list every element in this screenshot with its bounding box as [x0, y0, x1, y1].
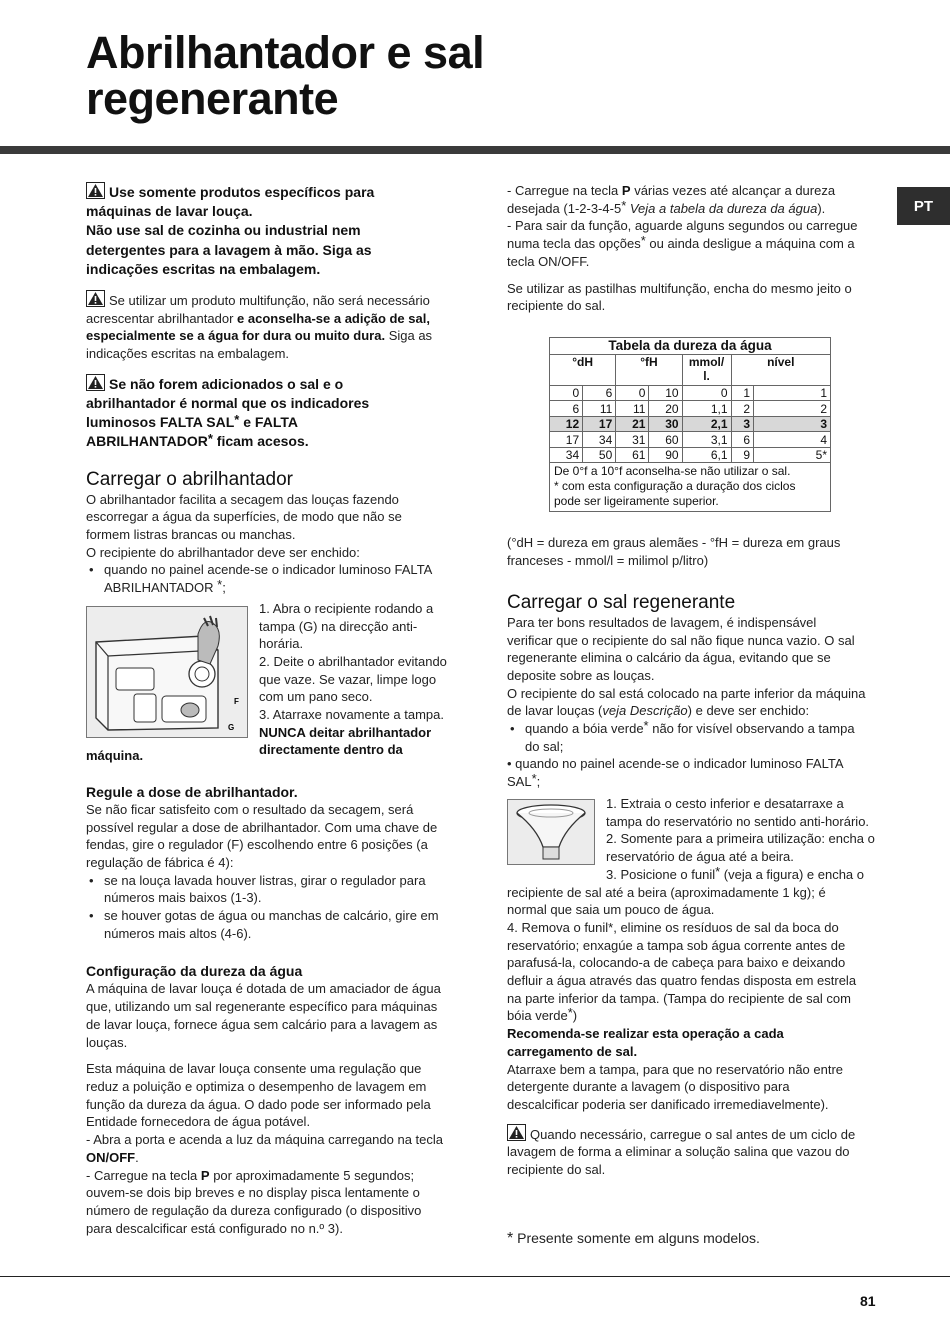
left-column: [86, 182, 460, 1237]
table-header-row: [550, 354, 831, 385]
cell: 10: [649, 385, 682, 401]
header-fh: °fH: [616, 354, 682, 385]
right-column: [507, 182, 882, 1247]
cell: 61: [616, 447, 649, 463]
warning-icon: [507, 1124, 526, 1141]
hardness-continued: - Carregue na tecla P várias vezes até alcançar a dureza desejada (1-2-3-4-5* Veja a tabela da dureza da água). - Para sair da função, aguarde alguns segundos ou carregue numa tecla das opções* ou ainda desligue a máquina com a tecla ON/OFF.: [507, 183, 858, 269]
section-heading-hardness: Configuração da dureza da água: [86, 963, 303, 980]
cell: 3: [754, 416, 831, 432]
warning-specific-products: Use somente produtos específicos para máquinas de lavar louça. Não use sal de cozinha ou industrial nem detergentes para a lavagem à mão. Siga as indicações escritas na embalagem.: [86, 184, 375, 277]
cell: 11: [616, 401, 649, 417]
hardness-units-legend: (°dH = dureza em graus alemães - °fH = dureza em graus franceses - mmol/l = milimol p/litro): [507, 535, 841, 569]
cell: 20: [649, 401, 682, 417]
cell: 2: [754, 401, 831, 417]
header-mmol: mmol/ l.: [682, 354, 731, 385]
section-heading-rinse-aid: Carregar o abrilhantador: [86, 468, 294, 490]
table-row: [550, 447, 831, 463]
hardness-setting: Esta máquina de lavar louça consente uma regulação que reduz a poluição e optimiza o desempenho de lavagem em função da dureza da água. O dado pode ser informado pela Entidade fornecedora de água potável. - Abra a porta e acenda a luz da máquina carregando na tecla ON/OFF. - Carregue na tecla P por aproximadamente 5 segundos; ouvem-se dois bip breves e no display pisca lentamente o número de regulação da dureza configurado (o dispositivo para descalcificar está configurado no n.º 3).: [86, 1061, 444, 1236]
salt-instructions-top: 1. Extraia o cesto inferior e desatarraxe a tampa do reservatório no sentido anti-horário. 2. Somente para a primeira utilização: encha o reservatório de água até a beira.: [606, 795, 875, 864]
rinse-aid-steps: [86, 600, 460, 762]
cell: 4: [754, 432, 831, 448]
cell: 3: [731, 416, 753, 432]
cell: 9: [731, 447, 753, 463]
cell: 6: [731, 432, 753, 448]
language-tab: PT: [897, 187, 950, 225]
cell: 2,1: [682, 416, 731, 432]
rinse-aid-warning-end: máquina.: [86, 747, 144, 763]
table-row: [550, 432, 831, 448]
warning-salt-before-cycle: Quando necessário, carregue o sal antes de um ciclo de lavagem de forma a eliminar a solução salina que vazou do recipiente do sal.: [507, 1124, 882, 1179]
table-row: [550, 401, 831, 417]
cell: 0: [682, 385, 731, 401]
page-title: Abrilhantador e sal regenerante: [86, 27, 485, 124]
cell: 6: [550, 401, 583, 417]
table-row: [550, 385, 831, 401]
table-title: Tabela da dureza da água: [550, 337, 831, 354]
label-f: F: [234, 696, 239, 706]
multifunction-tablets-note: Se utilizar as pastilhas multifunção, encha do mesmo jeito o recipiente do sal.: [507, 280, 852, 314]
salt-funnel-illustration: [507, 799, 595, 865]
footer-divider: [0, 1276, 950, 1277]
cell: 1: [731, 385, 753, 401]
rinse-aid-instructions: 1. Abra o recipiente rodando a tampa (G) na direcção anti- horária. 2. Deite o abrilhantador evitando que vaze. Se vazar, limpe logo com um pano seco. 3. Atarraxe novamente a tampa. NUNCA deitar abrilhantador directamente dentro da: [259, 600, 447, 758]
rinse-aid-dispenser-illustration: [86, 606, 248, 738]
cell: 5*: [754, 447, 831, 463]
list-item: • quando no painel acende-se o indicador luminoso FALTA SAL*;: [507, 756, 844, 790]
cell: 30: [649, 416, 682, 432]
cell: 0: [550, 385, 583, 401]
cell: 3,1: [682, 432, 731, 448]
salt-intro: Para ter bons resultados de lavagem, é indispensável verificar que o recipiente do sal não fique nunca vazio. O sal regenerante elimina o calcário da água, evitando que se deposite sobre as louças. O recipiente do sal está colocado na parte inferior da máquina de lavar louças (veja Descrição) e deve ser enchido:: [507, 614, 866, 719]
dose-text: Se não ficar satisfeito com o resultado da secagem, será possível regular a dose de abrilhantador. Com uma chave de fendas, gire o regulador (F) escolhendo entre 6 posições (a regulação de fábrica é 4):: [86, 801, 438, 870]
salt-steps: [507, 795, 882, 866]
warning-icon: [86, 290, 105, 307]
cell: 1,1: [682, 401, 731, 417]
salt-instructions: 3. Posicione o funil* (veja a figura) e encha o recipiente de sal até a beira (aproximadamente 1 kg); é normal que saia um pouco de água. 4. Remova o funil*, elimine os resíduos de sal da boca do reservatório; enxagúe a tampa sob água corrente antes de parafusá-la, colocando-a de cabeça para baixo e deixando defluir a água através das quatro fendas disposta em estrela na parte inferior da tampa. (Tampa do recipiente de sal com bóia verde*) Recomenda-se realizar esta operação a cada carregamento de sal. Atarraxe bem a tampa, para que no reservatório não entre detergente durante a lavagem (o dispositivo para descalcificar poderia ser danificado irremediavelmente).: [507, 863, 864, 1112]
cell: 11: [583, 401, 616, 417]
header-nivel: nível: [731, 354, 830, 385]
cell: 6,1: [682, 447, 731, 463]
hardness-intro: A máquina de lavar louça é dotada de um amaciador de água que, utilizando um sal regenerante específico para máquinas de lavar louça, fornece água sem calcário para a lavagem as louças.: [86, 981, 441, 1050]
cell: 21: [616, 416, 649, 432]
cell: 31: [616, 432, 649, 448]
footnote: * Presente somente em alguns modelos.: [507, 1230, 760, 1247]
page-number: 81: [860, 1293, 876, 1309]
cell: 2: [731, 401, 753, 417]
water-hardness-table: [549, 337, 831, 513]
cell: 34: [550, 447, 583, 463]
list-item: • quando a bóia verde* não for visível observando a tampa do sal;: [507, 720, 882, 755]
section-heading-dose: Regule a dose de abrilhantador.: [86, 783, 298, 800]
cell: 0: [616, 385, 649, 401]
cell: 12: [550, 416, 583, 432]
list-item: • se houver gotas de água ou manchas de calcário, gire em números mais altos (4-6).: [86, 907, 460, 942]
cell: 90: [649, 447, 682, 463]
table-row-highlighted: [550, 416, 831, 432]
table-notes: De 0°f a 10°f aconselha-se não utilizar o sal. * com esta configuração a duração dos ciclos pode ser ligeiramente superior.: [550, 463, 831, 512]
warning-multifunction: Se utilizar um produto multifunção, não será necessário acrescentar abrilhantador e aconselha-se a adição de sal, especialmente se a água for dura ou muito dura. Siga as indicações escritas na embalagem.: [86, 290, 460, 363]
cell: 6: [583, 385, 616, 401]
cell: 34: [583, 432, 616, 448]
section-heading-salt: Carregar o sal regenerante: [507, 591, 736, 613]
warning-indicators: Se não forem adicionados o sal e o abrilhantador é normal que os indicadores luminosos FALTA SAL* e FALTA ABRILHANTADOR* ficam acesos.: [86, 375, 370, 450]
warning-icon: [86, 374, 105, 391]
cell: 50: [583, 447, 616, 463]
cell: 1: [754, 385, 831, 401]
header-dh: °dH: [550, 354, 616, 385]
cell: 60: [649, 432, 682, 448]
warning-icon: [86, 182, 105, 199]
title-divider: [0, 146, 950, 154]
list-item: • quando no painel acende-se o indicador luminoso FALTA ABRILHANTADOR *;: [86, 561, 460, 596]
rinse-aid-intro: O abrilhantador facilita a secagem das louças fazendo escorregar a água da superfícies, de modo que não se formem listras brancas ou manchas. O recipiente do abrilhantador deve ser enchido:: [86, 491, 402, 560]
table-notes-row: [550, 463, 831, 512]
cell: 17: [550, 432, 583, 448]
list-item: • se na louça lavada houver listras, girar o regulador para números mais baixos (1-3).: [86, 872, 460, 907]
cell: 17: [583, 416, 616, 432]
label-g: G: [228, 722, 235, 732]
